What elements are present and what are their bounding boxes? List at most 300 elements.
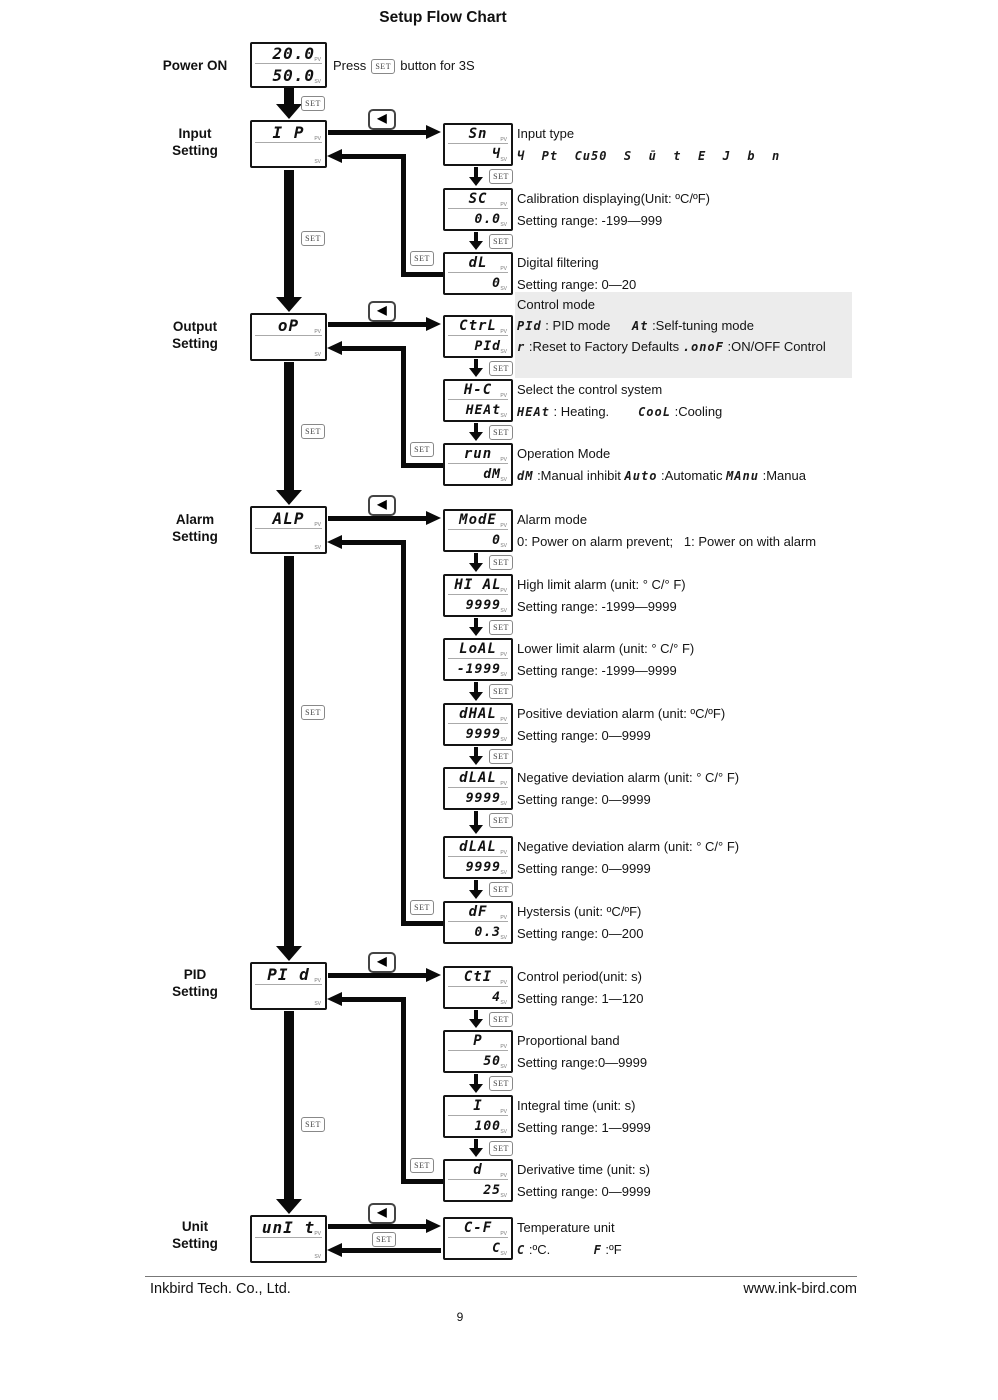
- sv-mark: SV: [500, 413, 507, 419]
- menu-step-arrow: [284, 362, 294, 490]
- param-desc-line: [517, 705, 725, 723]
- set-button: SET: [489, 882, 513, 897]
- pv-mark: PV: [314, 522, 321, 528]
- display-sv-line: [448, 1183, 508, 1200]
- arrow-line: [328, 516, 426, 521]
- param-desc-line: [517, 125, 574, 143]
- display-value-text: 9999: [465, 860, 501, 876]
- seven-segment-text: Auto: [624, 469, 658, 483]
- page-title: Setup Flow Chart: [379, 9, 507, 26]
- display-param-text: CtI: [463, 969, 493, 986]
- display-param-i: [443, 1095, 513, 1138]
- param-desc-line: [517, 1161, 650, 1179]
- param-desc-line: [517, 903, 641, 921]
- set-button: SET: [489, 169, 513, 184]
- description-text: : PID mode: [541, 318, 632, 333]
- param-desc-line: [517, 1183, 651, 1201]
- display-pv-line: [255, 45, 322, 64]
- arrow-head-left: [327, 149, 342, 163]
- display-input: [250, 120, 327, 168]
- set-button: SET: [489, 361, 513, 376]
- display-param-text: dHAL: [459, 706, 497, 723]
- display-pv-line: [255, 509, 322, 529]
- sv-mark: SV: [314, 545, 321, 551]
- arrow-head-down: [469, 825, 483, 834]
- display-pv-line: [448, 577, 508, 595]
- description-text: Select the control system: [517, 382, 663, 397]
- param-desc-line: [517, 1054, 647, 1072]
- display-param-cf: [443, 1217, 513, 1260]
- description-text: :Manua: [758, 468, 806, 483]
- arrow-line: [328, 130, 426, 135]
- return-line-vertical: [401, 997, 406, 1184]
- back-arrow-button: ◀: [368, 109, 396, 130]
- sv-mark: SV: [500, 477, 507, 483]
- display-value-text: 25: [483, 1183, 501, 1199]
- return-line-vertical: [401, 346, 406, 468]
- sv-mark: SV: [500, 286, 507, 292]
- display-param-loal: [443, 638, 513, 681]
- arrow-head-down: [469, 563, 483, 572]
- return-line-vertical: [401, 540, 406, 926]
- display-value-text: Ч: [492, 147, 501, 163]
- display-pv-line: [255, 123, 322, 143]
- display-value-text: HEAt: [465, 403, 501, 419]
- seven-segment-text: PId: [517, 319, 542, 333]
- description-text: Integral time (unit: s): [517, 1098, 636, 1113]
- seven-segment-text: MAnu: [726, 469, 759, 483]
- display-value-text: C: [492, 1241, 501, 1257]
- param-desc-line: [517, 403, 722, 421]
- description-text: Setting range:0—9999: [517, 1055, 648, 1070]
- display-sv-line: [448, 925, 508, 942]
- arrow-head-down: [276, 946, 302, 961]
- return-line-horizontal: [401, 1179, 443, 1184]
- display-pv-line: [448, 1162, 508, 1180]
- display-value-text: PId: [474, 339, 501, 355]
- display-pid: [250, 962, 327, 1010]
- display-param-text: oP: [277, 315, 300, 335]
- description-text: :Reset to Factory Defaults: [525, 339, 683, 354]
- display-pv-line: [448, 318, 508, 336]
- seven-segment-text: dM: [517, 469, 534, 483]
- param-step-arrow: [474, 232, 478, 241]
- display-param-text: unI t: [261, 1217, 316, 1237]
- set-button: SET: [301, 96, 325, 111]
- set-button: SET: [372, 1232, 396, 1247]
- param-desc-line: [517, 925, 643, 943]
- pv-mark: PV: [500, 328, 507, 335]
- description-text: Calibration displaying(Unit: ºC/ºF): [517, 191, 711, 206]
- pv-mark: PV: [500, 1043, 507, 1050]
- description-text: Positive deviation alarm (unit: ºC/ºF): [517, 706, 726, 721]
- arrow-head-down: [469, 177, 483, 186]
- arrow-line: [342, 154, 405, 159]
- pv-mark: PV: [500, 392, 507, 399]
- display-value-text: -1999: [456, 662, 501, 678]
- display-value-text: dM: [483, 467, 501, 483]
- seven-segment-text: r: [517, 340, 526, 354]
- arrow-head-down: [469, 432, 483, 441]
- sv-mark: SV: [500, 1064, 507, 1070]
- sv-mark: SV: [314, 159, 321, 165]
- section-label-line: Alarm: [175, 512, 215, 527]
- sv-mark: SV: [500, 1000, 507, 1006]
- arrow-head-down: [469, 1019, 483, 1028]
- back-arrow-button: ◀: [368, 495, 396, 516]
- param-desc-line: [517, 860, 651, 878]
- display-pv-line: [448, 1098, 508, 1116]
- display-pv-line: [448, 512, 508, 530]
- arrow-head-left: [327, 535, 342, 549]
- arrow-head-down: [469, 368, 483, 377]
- display-value-text: 9999: [465, 727, 501, 743]
- display-sv-line: [448, 533, 508, 550]
- display-sv-line: [448, 791, 508, 808]
- pv-mark: PV: [314, 978, 321, 984]
- display-unit: [250, 1215, 327, 1263]
- param-desc-line: [517, 212, 662, 230]
- description-text: Setting range: 1—120: [517, 991, 644, 1006]
- sv-mark: SV: [500, 608, 507, 614]
- display-pv-line: [448, 255, 508, 273]
- sv-mark: SV: [500, 935, 507, 941]
- description-text: Control period(unit: s): [517, 969, 642, 984]
- arrow-line: [342, 997, 405, 1002]
- display-param-text: ModE: [459, 512, 497, 529]
- display-param-text: P: [473, 1033, 483, 1050]
- description-text: Digital filtering: [517, 255, 599, 270]
- param-desc-line: [517, 791, 651, 809]
- pv-mark: PV: [500, 136, 507, 143]
- display-value-text: 0: [492, 276, 501, 292]
- display-param-text: run: [463, 446, 493, 463]
- arrow-head-down: [276, 297, 302, 312]
- menu-step-arrow: [284, 170, 294, 297]
- display-param-d: [443, 1159, 513, 1202]
- display-sv-line: [448, 662, 508, 679]
- display-sv-line: [448, 990, 508, 1007]
- set-button: SET: [489, 813, 513, 828]
- sv-mark: SV: [314, 1254, 321, 1260]
- param-desc-line: [517, 968, 642, 986]
- section-label-unit: [130, 1218, 260, 1252]
- display-param-text: dF: [468, 904, 488, 921]
- pv-mark: PV: [500, 651, 507, 658]
- display-sv-line: [255, 1241, 322, 1260]
- pv-mark: PV: [314, 57, 321, 63]
- sv-mark: SV: [500, 737, 507, 743]
- arrow-line: [342, 540, 405, 545]
- sv-mark: SV: [500, 801, 507, 807]
- param-step-arrow: [474, 682, 478, 692]
- display-sv-line: [255, 532, 322, 551]
- description-text: :ºF: [601, 1242, 622, 1257]
- seven-segment-text: At: [632, 319, 649, 333]
- arrow-head-down: [469, 692, 483, 701]
- display-sv-line: [448, 1241, 508, 1258]
- sv-mark: SV: [314, 79, 321, 85]
- arrow-head-left: [327, 992, 342, 1006]
- param-desc-line: [517, 727, 651, 745]
- set-button: SET: [371, 59, 395, 74]
- description-text: : Heating.: [549, 404, 639, 419]
- set-button: SET: [410, 1158, 434, 1173]
- description-text: Alarm mode: [517, 512, 588, 527]
- section-label-output: [130, 318, 260, 352]
- display-pv-line: [255, 316, 322, 336]
- description-text: Setting range: 0—20: [517, 277, 637, 292]
- arrow-head-left: [327, 1243, 342, 1257]
- arrow-line: [328, 973, 426, 978]
- param-step-arrow: [474, 880, 478, 890]
- display-sv-line: [255, 67, 322, 85]
- param-desc-line: [517, 640, 694, 658]
- footer-divider: [145, 1276, 857, 1277]
- pv-mark: PV: [500, 780, 507, 787]
- description-text: Setting range: 0—9999: [517, 792, 651, 807]
- display-sv-line: [448, 860, 508, 877]
- set-button: SET: [301, 1117, 325, 1132]
- description-text: Control mode: [517, 297, 596, 312]
- pv-mark: PV: [500, 587, 507, 594]
- display-param-hc: [443, 379, 513, 422]
- display-param-df: [443, 901, 513, 944]
- return-line-vertical: [401, 154, 406, 277]
- description-text: Setting range: -1999—9999: [517, 599, 677, 614]
- param-desc-line: [517, 338, 826, 356]
- display-pv-line: [448, 904, 508, 922]
- pv-mark: PV: [500, 201, 507, 208]
- set-button: SET: [489, 1012, 513, 1027]
- param-desc-line: [517, 662, 677, 680]
- back-arrow-button: ◀: [368, 301, 396, 322]
- pv-mark: PV: [500, 914, 507, 921]
- section-label-line: Input: [178, 126, 212, 141]
- display-sv-line: [448, 147, 508, 164]
- param-desc-line: [517, 381, 662, 399]
- param-desc-line: [517, 147, 780, 165]
- description-text: Temperature unit: [517, 1220, 615, 1235]
- section-label-line: Setting: [172, 336, 218, 351]
- arrow-line: [342, 1248, 441, 1253]
- display-param-text: C-F: [463, 1220, 493, 1237]
- param-step-arrow: [474, 618, 478, 627]
- display-param-text: 20.0: [272, 44, 315, 63]
- arrow-head-down: [276, 1199, 302, 1214]
- display-value-text: 100: [474, 1119, 501, 1135]
- param-step-arrow: [474, 167, 478, 177]
- arrow-head-down: [469, 756, 483, 765]
- param-desc-line: [517, 467, 806, 485]
- arrow-head-down: [469, 1084, 483, 1093]
- set-button: SET: [301, 705, 325, 720]
- description-text: :ºC.: [525, 1242, 594, 1257]
- display-output: [250, 313, 327, 361]
- sv-mark: SV: [500, 1193, 507, 1199]
- seven-segment-text: F: [593, 1243, 602, 1257]
- display-param-cti: [443, 966, 513, 1009]
- display-sv-line: [448, 403, 508, 420]
- set-button: SET: [301, 424, 325, 439]
- display-sv-line: [448, 1054, 508, 1071]
- param-desc-line: [517, 317, 754, 335]
- display-sv-line: [255, 988, 322, 1007]
- sv-mark: SV: [314, 1001, 321, 1007]
- power-on-label: Power ON: [162, 58, 228, 73]
- display-value-text: 50: [483, 1054, 501, 1070]
- arrow-head-left: [327, 341, 342, 355]
- display-pv-line: [448, 839, 508, 857]
- footer-company: Inkbird Tech. Co., Ltd.: [150, 1281, 291, 1297]
- description-text: Proportional band: [517, 1033, 620, 1048]
- display-pv-line: [448, 706, 508, 724]
- power-on-note: [333, 58, 475, 73]
- seven-segment-text: C: [517, 1243, 526, 1257]
- param-desc-line: [517, 276, 636, 294]
- display-pv-line: [448, 126, 508, 144]
- param-step-arrow: [474, 1074, 478, 1084]
- sv-mark: SV: [500, 543, 507, 549]
- display-param-text: ALP: [272, 508, 305, 528]
- display-param-text: LoAL: [459, 641, 497, 658]
- section-label-pid: [130, 966, 260, 1000]
- description-text: Setting range: 0—200: [517, 926, 644, 941]
- sv-mark: SV: [500, 1129, 507, 1135]
- display-param-text: HI AL: [454, 577, 502, 594]
- set-button: SET: [410, 251, 434, 266]
- description-text: Setting range: 0—9999: [517, 728, 651, 743]
- return-line-horizontal: [401, 463, 443, 468]
- display-pv-line: [448, 1033, 508, 1051]
- section-label-line: Setting: [172, 529, 218, 544]
- display-value-text: 50.0: [272, 66, 315, 85]
- press-text: Press: [333, 58, 367, 73]
- sv-mark: SV: [314, 352, 321, 358]
- return-line-horizontal: [401, 921, 443, 926]
- seven-segment-text: HEAt: [517, 405, 550, 419]
- display-param-text: dLAL: [459, 770, 497, 787]
- display-sv-line: [448, 727, 508, 744]
- set-button: SET: [489, 620, 513, 635]
- section-label-input: [130, 125, 260, 159]
- display-value-text: 0.0: [474, 212, 501, 228]
- section-label-alarm: [130, 511, 260, 545]
- pv-mark: PV: [314, 329, 321, 335]
- pv-mark: PV: [500, 522, 507, 529]
- pv-mark: PV: [500, 1172, 507, 1179]
- display-sv-line: [448, 212, 508, 229]
- display-param-dlal2: [443, 836, 513, 879]
- display-param-sn: [443, 123, 513, 166]
- param-desc-line: [517, 190, 710, 208]
- param-desc-line: [517, 576, 686, 594]
- param-desc-line: [517, 598, 677, 616]
- press-text-after: button for 3S: [400, 58, 475, 73]
- param-desc-line: [517, 1032, 620, 1050]
- section-label-line: Setting: [172, 1236, 218, 1251]
- param-desc-line: [517, 254, 599, 272]
- section-label-line: PID: [183, 967, 207, 982]
- arrow-head-right: [426, 1219, 441, 1233]
- display-pv-line: [448, 641, 508, 659]
- description-text: Setting range: 1—9999: [517, 1120, 651, 1135]
- pv-mark: PV: [314, 136, 321, 142]
- arrow-head-right: [426, 317, 441, 331]
- description-text: High limit alarm (unit: ° C/° F): [517, 577, 686, 592]
- pv-mark: PV: [314, 1231, 321, 1237]
- section-label-line: Setting: [172, 984, 218, 999]
- display-pv-line: [255, 1218, 322, 1238]
- display-param-text: Sn: [468, 126, 488, 143]
- description-text: Derivative time (unit: s): [517, 1162, 650, 1177]
- display-pv-line: [448, 382, 508, 400]
- arrow-line: [342, 346, 405, 351]
- set-button: SET: [489, 684, 513, 699]
- display-param-p: [443, 1030, 513, 1073]
- back-arrow-button: ◀: [368, 1203, 396, 1224]
- back-arrow-button: ◀: [368, 952, 396, 973]
- param-desc-line: [517, 990, 643, 1008]
- section-label-line: Output: [172, 319, 218, 334]
- page-number: 9: [456, 1310, 464, 1324]
- display-param-text: d: [473, 1162, 483, 1179]
- section-label-line: Unit: [181, 1219, 209, 1234]
- set-button: SET: [301, 231, 325, 246]
- display-param-text: H-C: [463, 382, 493, 399]
- set-button: SET: [489, 1141, 513, 1156]
- display-param-sc: [443, 188, 513, 231]
- description-text: Operation Mode: [517, 446, 611, 461]
- display-value-text: 0.3: [474, 925, 501, 941]
- description-text: Input type: [517, 126, 575, 141]
- arrow-head-right: [426, 511, 441, 525]
- display-param-text: dLAL: [459, 839, 497, 856]
- param-step-arrow: [474, 747, 478, 756]
- display-param-hial: [443, 574, 513, 617]
- param-step-arrow: [474, 553, 478, 563]
- display-sv-line: [255, 339, 322, 358]
- menu-step-arrow: [284, 88, 294, 104]
- description-text: Setting range: 0—9999: [517, 861, 651, 876]
- set-button: SET: [489, 1076, 513, 1091]
- description-text: :Self-tuning mode: [648, 318, 754, 333]
- param-desc-line: [517, 1119, 651, 1137]
- arrow-head-down: [276, 490, 302, 505]
- display-param-text: SC: [468, 191, 488, 208]
- param-desc-line: [517, 769, 739, 787]
- set-button: SET: [489, 425, 513, 440]
- pv-mark: PV: [500, 849, 507, 856]
- display-sv-line: [255, 146, 322, 165]
- param-desc-line: [517, 1097, 636, 1115]
- display-sv-line: [448, 276, 508, 293]
- param-step-arrow: [474, 811, 478, 825]
- param-desc-line: [517, 296, 595, 314]
- arrow-head-down: [469, 890, 483, 899]
- description-text: Lower limit alarm (unit: ° C/° F): [517, 641, 695, 656]
- param-step-arrow: [474, 1139, 478, 1148]
- description-text: Setting range: 0—9999: [517, 1184, 651, 1199]
- display-sv-line: [448, 1119, 508, 1136]
- display-param-text: I: [473, 1098, 483, 1115]
- sv-mark: SV: [500, 870, 507, 876]
- param-desc-line: [517, 1241, 622, 1259]
- arrow-line: [328, 322, 426, 327]
- pv-mark: PV: [500, 979, 507, 986]
- sv-mark: SV: [500, 672, 507, 678]
- display-value-text: 0: [492, 533, 501, 549]
